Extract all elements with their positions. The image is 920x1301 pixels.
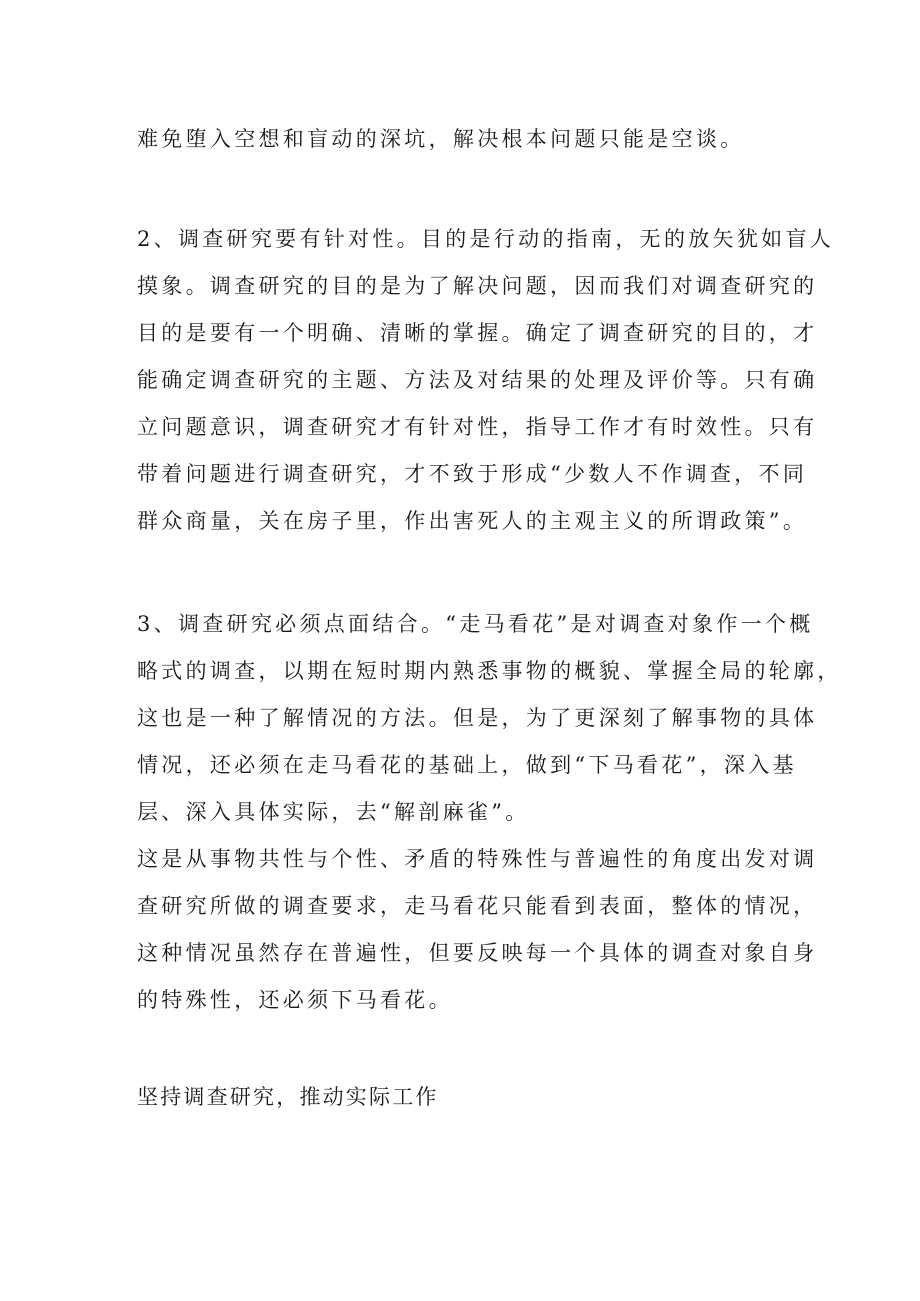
paragraph-line: 这也是一种了解情况的方法。但是，为了更深刻了解事物的具体 [137, 706, 818, 730]
paragraph-line: 2、调查研究要有针对性。目的是行动的指南，无的放矢犹如盲人 [137, 227, 835, 251]
paragraph-line: 目的是要有一个明确、清晰的掌握。确定了调查研究的目的，才 [137, 321, 818, 345]
paragraph-line: 查研究所做的调查要求，走马看花只能看到表面，整体的情况， [137, 894, 818, 918]
paragraph-line: 这种情况虽然存在普遍性，但要反映每一个具体的调查对象自身 [137, 941, 818, 965]
paragraph-line: 这是从事物共性与个性、矛盾的特殊性与普遍性的角度出发对调 [137, 847, 818, 871]
paragraph-line: 群众商量，关在房子里，作出害死人的主观主义的所谓政策”。 [137, 509, 808, 533]
paragraph-line: 情况，还必须在走马看花的基础上，做到“下马看花”，深入基 [137, 753, 797, 777]
paragraph-line: 立问题意识，调查研究才有针对性，指导工作才有时效性。只有 [137, 415, 818, 439]
paragraph-line: 层、深入具体实际，去“解剖麻雀”。 [137, 800, 530, 824]
paragraph-line: 的特殊性，还必须下马看花。 [137, 988, 453, 1012]
paragraph-line: 3、调查研究必须点面结合。“走马看花”是对调查对象作一个概 [137, 612, 814, 636]
paragraph-line: 略式的调查，以期在短时期内熟悉事物的概貌、掌握全局的轮廓， [137, 659, 842, 683]
paragraph-line: 摸象。调查研究的目的是为了解决问题，因而我们对调查研究的 [137, 274, 818, 298]
paragraph-line: 能确定调查研究的主题、方法及对结果的处理及评价等。只有确 [137, 368, 818, 392]
paragraph-line: 带着问题进行调查研究，才不致于形成“少数人不作调查，不同 [137, 462, 808, 486]
paragraph-line: 难免堕入空想和盲动的深坑，解决根本问题只能是空谈。 [137, 127, 745, 151]
section-heading: 坚持调查研究，推动实际工作 [137, 1085, 439, 1109]
